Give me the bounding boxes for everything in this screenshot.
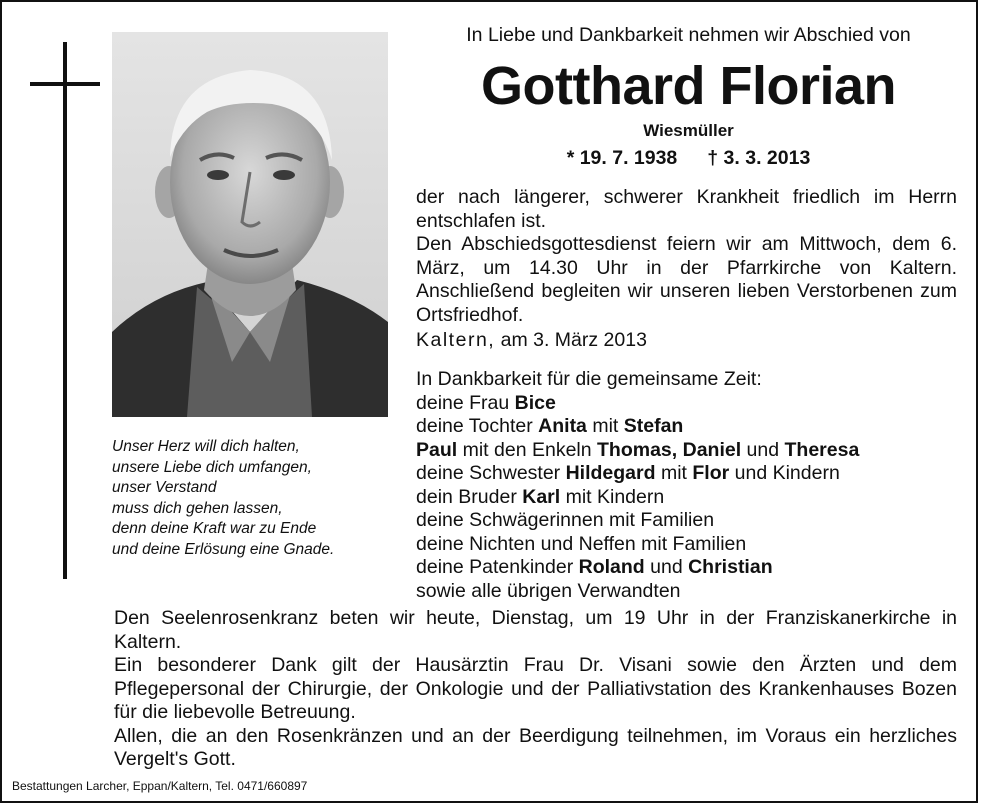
portrait-photo [112,32,388,417]
life-dates [416,147,961,170]
text: dein Bruder [416,485,523,508]
thanks-notice: Ein besonderer Dank gilt der Hausärztin Frau Dr. Visani sowie den Ärzten und dem Pflegepersonal der Chirurgie, der Onkologie und der Palliativstation des Krankenhauses Bozen für die liebevolle Betreuung. [114,654,957,723]
rosary-notice: Den Seelenrosenkranz beten wir heute, Dienstag, um 19 Uhr in der Franziskanerkirche in Kaltern. [114,607,957,653]
family-member: Theresa [784,438,860,461]
family-line [416,556,961,580]
notice-date: am 3. März 2013 [500,329,647,351]
family-list [416,368,961,603]
family-member: Anita [538,415,587,437]
text: und Kindern [729,462,840,484]
family-member: Paul [416,438,458,461]
death-date: † 3. 3. 2013 [707,147,811,169]
family-member: Hildegard [565,462,656,484]
text: mit Kindern [560,485,665,508]
cross-icon [63,42,67,579]
family-heading: In Dankbarkeit für die gemeinsame Zeit: [416,368,762,390]
family-member: Christian [688,556,773,578]
cross-icon-bar [30,82,100,86]
closing-text [114,607,957,772]
family-line: deine Nichten und Neffen mit Familien [416,532,747,555]
poem-line: und deine Erlösung eine Gnade. [112,540,335,558]
poem-line: unser Verstand [112,479,217,496]
family-line: sowie alle übrigen Verwandten [416,579,681,602]
text: und [644,556,689,578]
maiden-name: Wiesmüller [643,121,734,140]
text: deine Schwester [416,462,566,484]
announcement-paragraph: Den Abschiedsgottesdienst feiern wir am Mittwoch, dem 6. März, um 14.30 Uhr in der Pfarrkirche von Kaltern. Anschließend begleiten wir unseren lieben Verstorbenen zum Ortsfriedhof. [416,233,957,326]
family-member: Thomas, Daniel [597,438,742,461]
family-member: Roland [578,556,645,578]
undertaker-line: Bestattungen Larcher, Eppan/Kaltern, Tel. 0471/660897 [12,779,308,793]
text: und [741,438,785,461]
family-line: deine Schwägerinnen mit Familien [416,509,715,531]
text: mit den Enkeln [457,438,598,461]
text: deine Frau [416,391,515,414]
family-line [416,462,961,486]
family-line [416,415,961,439]
family-member: Karl [522,485,561,508]
announcement-paragraph: der nach längerer, schwerer Krankheit friedlich im Herrn entschlafen ist. [416,186,957,232]
birth-date: * 19. 7. 1938 [566,147,678,169]
family-member: Flor [692,462,730,484]
text: mit [586,415,624,437]
announcement-text [416,186,957,327]
deceased-name: Gotthard Florian [481,56,896,116]
thanks-all: Allen, die an den Rosenkränzen und an der Beerdigung teilnehmen, im Voraus ein herzliches Vergelt's Gott. [114,724,957,770]
text: deine Tochter [416,415,539,437]
family-line [416,392,961,416]
family-member: Stefan [623,415,684,437]
poem-line: muss dich gehen lassen, [112,499,283,517]
poem-line: Unser Herz will dich halten, [112,438,300,455]
poem-line: denn deine Kraft war zu Ende [112,520,317,537]
text: mit [655,462,693,484]
intro-line: In Liebe und Dankbarkeit nehmen wir Abschied von [466,24,911,46]
poem-line: unsere Liebe dich umfangen, [112,458,312,476]
place-date [416,329,957,353]
poem [112,437,397,560]
text: deine Patenkinder [416,556,579,578]
family-member: Bice [514,391,556,414]
family-line [416,486,961,510]
place: Kaltern, [416,329,496,351]
family-line [416,439,961,463]
